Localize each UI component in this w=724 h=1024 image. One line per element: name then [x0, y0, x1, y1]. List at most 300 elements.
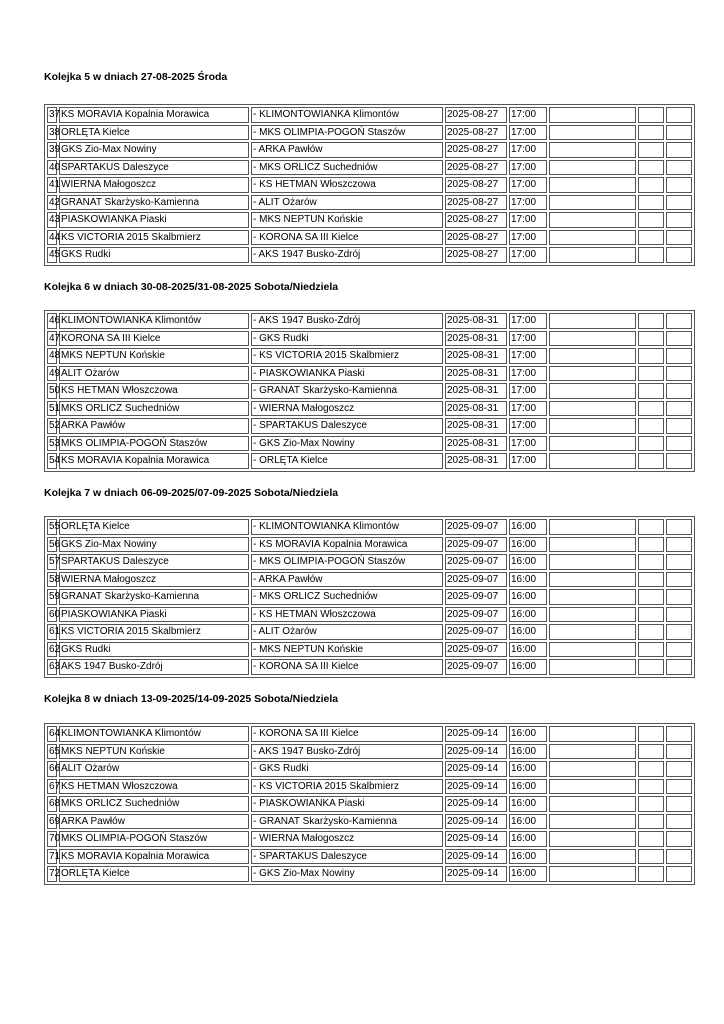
match-number: 38 — [47, 125, 57, 141]
match-date: 2025-09-07 — [445, 554, 507, 570]
blank-cell — [638, 125, 664, 141]
away-team: - KS HETMAN Włoszczowa — [251, 177, 443, 193]
away-team: - MKS NEPTUN Końskie — [251, 642, 443, 658]
match-number: 53 — [47, 436, 57, 452]
round-title: Kolejka 8 w dniach 13-09-2025/14-09-2025 Sobota/Niedziela — [44, 693, 339, 705]
home-team: ORLĘTA Kielce — [59, 866, 249, 882]
round-table — [44, 516, 695, 678]
away-team: - AKS 1947 Busko-Zdrój — [251, 313, 443, 329]
match-number: 52 — [47, 418, 57, 434]
away-team: - MKS ORLICZ Suchedniów — [251, 160, 443, 176]
home-team: KS MORAVIA Kopalnia Morawica — [59, 849, 249, 865]
match-date: 2025-08-27 — [445, 212, 507, 228]
match-time: 16:00 — [509, 779, 547, 795]
blank-cell — [666, 761, 692, 777]
match-number: 69 — [47, 814, 57, 830]
home-team: KLIMONTOWIANKA Klimontów — [59, 726, 249, 742]
match-date: 2025-08-31 — [445, 418, 507, 434]
match-number: 40 — [47, 160, 57, 176]
score-cell — [549, 761, 636, 777]
home-team: GKS Zio-Max Nowiny — [59, 142, 249, 158]
home-team: KS HETMAN Włoszczowa — [59, 383, 249, 399]
match-number: 61 — [47, 624, 57, 640]
match-date: 2025-09-14 — [445, 744, 507, 760]
match-time: 17:00 — [509, 401, 547, 417]
away-team: - PIASKOWIANKA Piaski — [251, 796, 443, 812]
home-team: MKS OLIMPIA-POGOŃ Staszów — [59, 831, 249, 847]
match-number: 60 — [47, 607, 57, 623]
score-cell — [549, 177, 636, 193]
home-team: ALIT Ożarów — [59, 366, 249, 382]
match-row — [47, 849, 692, 865]
home-team: SPARTAKUS Daleszyce — [59, 554, 249, 570]
home-team: GKS Zio-Max Nowiny — [59, 537, 249, 553]
match-date: 2025-09-14 — [445, 779, 507, 795]
match-number: 64 — [47, 726, 57, 742]
match-time: 16:00 — [509, 554, 547, 570]
blank-cell — [666, 383, 692, 399]
blank-cell — [666, 230, 692, 246]
match-number: 57 — [47, 554, 57, 570]
home-team: KS MORAVIA Kopalnia Morawica — [59, 107, 249, 123]
blank-cell — [638, 572, 664, 588]
blank-cell — [666, 418, 692, 434]
match-row — [47, 726, 692, 742]
match-row — [47, 418, 692, 434]
blank-cell — [666, 247, 692, 263]
blank-cell — [638, 831, 664, 847]
blank-cell — [666, 744, 692, 760]
blank-cell — [666, 160, 692, 176]
blank-cell — [666, 849, 692, 865]
score-cell — [549, 519, 636, 535]
blank-cell — [638, 366, 664, 382]
match-row — [47, 589, 692, 605]
match-row — [47, 607, 692, 623]
home-team: KLIMONTOWIANKA Klimontów — [59, 313, 249, 329]
blank-cell — [666, 125, 692, 141]
match-number: 71 — [47, 849, 57, 865]
match-row — [47, 125, 692, 141]
match-date: 2025-08-27 — [445, 195, 507, 211]
blank-cell — [666, 796, 692, 812]
match-row — [47, 814, 692, 830]
match-time: 16:00 — [509, 831, 547, 847]
match-time: 16:00 — [509, 519, 547, 535]
match-date: 2025-09-14 — [445, 831, 507, 847]
round-title: Kolejka 6 w dniach 30-08-2025/31-08-2025 Sobota/Niedziela — [44, 281, 339, 293]
home-team: MKS ORLICZ Suchedniów — [59, 401, 249, 417]
away-team: - SPARTAKUS Daleszyce — [251, 418, 443, 434]
blank-cell — [666, 607, 692, 623]
score-cell — [549, 779, 636, 795]
match-row — [47, 572, 692, 588]
match-time: 17:00 — [509, 230, 547, 246]
match-time: 17:00 — [509, 212, 547, 228]
blank-cell — [638, 453, 664, 469]
match-date: 2025-08-31 — [445, 401, 507, 417]
match-row — [47, 642, 692, 658]
match-date: 2025-09-07 — [445, 537, 507, 553]
home-team: WIERNA Małogoszcz — [59, 177, 249, 193]
blank-cell — [638, 230, 664, 246]
match-row — [47, 348, 692, 364]
score-cell — [549, 125, 636, 141]
blank-cell — [638, 796, 664, 812]
blank-cell — [666, 624, 692, 640]
match-number: 48 — [47, 348, 57, 364]
blank-cell — [638, 814, 664, 830]
match-time: 16:00 — [509, 726, 547, 742]
blank-cell — [638, 160, 664, 176]
score-cell — [549, 589, 636, 605]
match-row — [47, 366, 692, 382]
match-time: 16:00 — [509, 814, 547, 830]
match-date: 2025-08-27 — [445, 177, 507, 193]
score-cell — [549, 366, 636, 382]
match-row — [47, 796, 692, 812]
score-cell — [549, 212, 636, 228]
match-row — [47, 247, 692, 263]
score-cell — [549, 642, 636, 658]
blank-cell — [666, 554, 692, 570]
match-row — [47, 195, 692, 211]
blank-cell — [638, 589, 664, 605]
match-date: 2025-08-31 — [445, 436, 507, 452]
away-team: - KLIMONTOWIANKA Klimontów — [251, 519, 443, 535]
blank-cell — [638, 331, 664, 347]
blank-cell — [666, 195, 692, 211]
match-time: 16:00 — [509, 607, 547, 623]
score-cell — [549, 383, 636, 399]
match-number: 67 — [47, 779, 57, 795]
match-row — [47, 212, 692, 228]
blank-cell — [638, 142, 664, 158]
match-time: 16:00 — [509, 796, 547, 812]
away-team: - GKS Rudki — [251, 331, 443, 347]
match-time: 16:00 — [509, 866, 547, 882]
home-team: KS VICTORIA 2015 Skalbmierz — [59, 230, 249, 246]
blank-cell — [638, 554, 664, 570]
away-team: - ALIT Ożarów — [251, 624, 443, 640]
match-number: 41 — [47, 177, 57, 193]
match-date: 2025-09-14 — [445, 866, 507, 882]
away-team: - MKS OLIMPIA-POGOŃ Staszów — [251, 125, 443, 141]
match-number: 59 — [47, 589, 57, 605]
home-team: PIASKOWIANKA Piaski — [59, 212, 249, 228]
score-cell — [549, 849, 636, 865]
blank-cell — [638, 761, 664, 777]
home-team: GKS Rudki — [59, 247, 249, 263]
match-date: 2025-08-31 — [445, 348, 507, 364]
match-row — [47, 401, 692, 417]
away-team: - ORLĘTA Kielce — [251, 453, 443, 469]
match-row — [47, 107, 692, 123]
match-time: 17:00 — [509, 348, 547, 364]
blank-cell — [666, 659, 692, 675]
home-team: SPARTAKUS Daleszyce — [59, 160, 249, 176]
match-time: 17:00 — [509, 160, 547, 176]
match-date: 2025-09-07 — [445, 607, 507, 623]
match-date: 2025-08-27 — [445, 125, 507, 141]
match-date: 2025-09-07 — [445, 589, 507, 605]
match-number: 44 — [47, 230, 57, 246]
score-cell — [549, 831, 636, 847]
away-team: - WIERNA Małogoszcz — [251, 831, 443, 847]
away-team: - ARKA Pawłów — [251, 572, 443, 588]
blank-cell — [638, 195, 664, 211]
score-cell — [549, 436, 636, 452]
home-team: WIERNA Małogoszcz — [59, 572, 249, 588]
match-number: 47 — [47, 331, 57, 347]
match-row — [47, 866, 692, 882]
match-number: 66 — [47, 761, 57, 777]
blank-cell — [638, 436, 664, 452]
match-row — [47, 177, 692, 193]
away-team: - GKS Rudki — [251, 761, 443, 777]
match-date: 2025-09-07 — [445, 624, 507, 640]
match-time: 17:00 — [509, 418, 547, 434]
match-number: 43 — [47, 212, 57, 228]
blank-cell — [666, 401, 692, 417]
score-cell — [549, 814, 636, 830]
away-team: - GRANAT Skarżysko-Kamienna — [251, 814, 443, 830]
round-title: Kolejka 7 w dniach 06-09-2025/07-09-2025 Sobota/Niedziela — [44, 487, 339, 499]
match-row — [47, 331, 692, 347]
round-table — [44, 104, 695, 266]
match-date: 2025-09-14 — [445, 726, 507, 742]
match-date: 2025-08-31 — [445, 383, 507, 399]
score-cell — [549, 348, 636, 364]
away-team: - SPARTAKUS Daleszyce — [251, 849, 443, 865]
home-team: ARKA Pawłów — [59, 814, 249, 830]
home-team: MKS ORLICZ Suchedniów — [59, 796, 249, 812]
home-team: KORONA SA III Kielce — [59, 331, 249, 347]
match-row — [47, 230, 692, 246]
blank-cell — [666, 331, 692, 347]
match-row — [47, 779, 692, 795]
away-team: - KORONA SA III Kielce — [251, 230, 443, 246]
blank-cell — [666, 348, 692, 364]
score-cell — [549, 659, 636, 675]
home-team: AKS 1947 Busko-Zdrój — [59, 659, 249, 675]
match-number: 51 — [47, 401, 57, 417]
match-row — [47, 383, 692, 399]
match-number: 72 — [47, 866, 57, 882]
match-time: 17:00 — [509, 247, 547, 263]
score-cell — [549, 160, 636, 176]
match-number: 65 — [47, 744, 57, 760]
score-cell — [549, 453, 636, 469]
match-row — [47, 313, 692, 329]
match-row — [47, 554, 692, 570]
match-date: 2025-08-27 — [445, 107, 507, 123]
score-cell — [549, 554, 636, 570]
away-team: - KS VICTORIA 2015 Skalbmierz — [251, 779, 443, 795]
match-date: 2025-09-14 — [445, 849, 507, 865]
match-date: 2025-08-27 — [445, 247, 507, 263]
match-number: 39 — [47, 142, 57, 158]
blank-cell — [638, 744, 664, 760]
home-team: MKS NEPTUN Końskie — [59, 744, 249, 760]
match-time: 16:00 — [509, 572, 547, 588]
match-time: 17:00 — [509, 383, 547, 399]
match-number: 42 — [47, 195, 57, 211]
match-number: 56 — [47, 537, 57, 553]
match-row — [47, 519, 692, 535]
blank-cell — [666, 519, 692, 535]
match-time: 17:00 — [509, 195, 547, 211]
match-time: 17:00 — [509, 177, 547, 193]
away-team: - KORONA SA III Kielce — [251, 659, 443, 675]
score-cell — [549, 418, 636, 434]
blank-cell — [666, 313, 692, 329]
match-time: 17:00 — [509, 436, 547, 452]
match-row — [47, 436, 692, 452]
match-date: 2025-08-31 — [445, 366, 507, 382]
blank-cell — [666, 366, 692, 382]
score-cell — [549, 744, 636, 760]
away-team: - GKS Zio-Max Nowiny — [251, 866, 443, 882]
score-cell — [549, 195, 636, 211]
home-team: GRANAT Skarżysko-Kamienna — [59, 195, 249, 211]
away-team: - MKS ORLICZ Suchedniów — [251, 589, 443, 605]
match-number: 46 — [47, 313, 57, 329]
blank-cell — [666, 177, 692, 193]
blank-cell — [638, 247, 664, 263]
match-date: 2025-08-31 — [445, 453, 507, 469]
score-cell — [549, 537, 636, 553]
home-team: ALIT Ożarów — [59, 761, 249, 777]
match-time: 16:00 — [509, 624, 547, 640]
blank-cell — [666, 726, 692, 742]
away-team: - PIASKOWIANKA Piaski — [251, 366, 443, 382]
blank-cell — [638, 537, 664, 553]
away-team: - AKS 1947 Busko-Zdrój — [251, 744, 443, 760]
match-time: 17:00 — [509, 313, 547, 329]
match-row — [47, 624, 692, 640]
match-number: 63 — [47, 659, 57, 675]
match-date: 2025-08-31 — [445, 331, 507, 347]
home-team: ORLĘTA Kielce — [59, 125, 249, 141]
blank-cell — [666, 866, 692, 882]
blank-cell — [666, 142, 692, 158]
score-cell — [549, 247, 636, 263]
away-team: - WIERNA Małogoszcz — [251, 401, 443, 417]
match-row — [47, 453, 692, 469]
blank-cell — [666, 831, 692, 847]
away-team: - KS HETMAN Włoszczowa — [251, 607, 443, 623]
match-time: 16:00 — [509, 849, 547, 865]
score-cell — [549, 313, 636, 329]
match-time: 16:00 — [509, 589, 547, 605]
match-number: 68 — [47, 796, 57, 812]
home-team: KS HETMAN Włoszczowa — [59, 779, 249, 795]
blank-cell — [666, 572, 692, 588]
score-cell — [549, 572, 636, 588]
home-team: PIASKOWIANKA Piaski — [59, 607, 249, 623]
away-team: - MKS OLIMPIA-POGOŃ Staszów — [251, 554, 443, 570]
match-number: 55 — [47, 519, 57, 535]
match-date: 2025-08-27 — [445, 230, 507, 246]
home-team: ARKA Pawłów — [59, 418, 249, 434]
match-row — [47, 659, 692, 675]
match-row — [47, 744, 692, 760]
away-team: - MKS NEPTUN Końskie — [251, 212, 443, 228]
match-time: 17:00 — [509, 453, 547, 469]
match-number: 37 — [47, 107, 57, 123]
match-time: 17:00 — [509, 142, 547, 158]
match-number: 54 — [47, 453, 57, 469]
blank-cell — [638, 313, 664, 329]
score-cell — [549, 331, 636, 347]
score-cell — [549, 607, 636, 623]
blank-cell — [638, 726, 664, 742]
score-cell — [549, 401, 636, 417]
match-time: 16:00 — [509, 659, 547, 675]
match-time: 16:00 — [509, 642, 547, 658]
match-time: 17:00 — [509, 125, 547, 141]
match-row — [47, 142, 692, 158]
blank-cell — [638, 659, 664, 675]
score-cell — [549, 796, 636, 812]
blank-cell — [666, 212, 692, 228]
away-team: - ALIT Ożarów — [251, 195, 443, 211]
match-number: 62 — [47, 642, 57, 658]
blank-cell — [638, 866, 664, 882]
match-number: 58 — [47, 572, 57, 588]
home-team: GKS Rudki — [59, 642, 249, 658]
blank-cell — [666, 436, 692, 452]
away-team: - ARKA Pawłów — [251, 142, 443, 158]
blank-cell — [638, 383, 664, 399]
blank-cell — [638, 642, 664, 658]
blank-cell — [638, 624, 664, 640]
round-title: Kolejka 5 w dniach 27-08-2025 Środa — [44, 71, 228, 83]
match-date: 2025-08-27 — [445, 160, 507, 176]
score-cell — [549, 726, 636, 742]
match-row — [47, 831, 692, 847]
blank-cell — [638, 519, 664, 535]
home-team: MKS OLIMPIA-POGOŃ Staszów — [59, 436, 249, 452]
blank-cell — [638, 212, 664, 228]
home-team: MKS NEPTUN Końskie — [59, 348, 249, 364]
score-cell — [549, 107, 636, 123]
blank-cell — [638, 401, 664, 417]
blank-cell — [638, 779, 664, 795]
round-table — [44, 310, 695, 472]
home-team: KS MORAVIA Kopalnia Morawica — [59, 453, 249, 469]
match-time: 16:00 — [509, 744, 547, 760]
home-team: ORLĘTA Kielce — [59, 519, 249, 535]
match-date: 2025-09-07 — [445, 519, 507, 535]
blank-cell — [666, 814, 692, 830]
away-team: - KORONA SA III Kielce — [251, 726, 443, 742]
match-time: 16:00 — [509, 761, 547, 777]
match-number: 50 — [47, 383, 57, 399]
match-time: 17:00 — [509, 107, 547, 123]
match-date: 2025-09-07 — [445, 572, 507, 588]
away-team: - GKS Zio-Max Nowiny — [251, 436, 443, 452]
blank-cell — [666, 453, 692, 469]
away-team: - KS VICTORIA 2015 Skalbmierz — [251, 348, 443, 364]
away-team: - KLIMONTOWIANKA Klimontów — [251, 107, 443, 123]
home-team: KS VICTORIA 2015 Skalbmierz — [59, 624, 249, 640]
blank-cell — [638, 177, 664, 193]
match-row — [47, 160, 692, 176]
match-number: 49 — [47, 366, 57, 382]
score-cell — [549, 866, 636, 882]
